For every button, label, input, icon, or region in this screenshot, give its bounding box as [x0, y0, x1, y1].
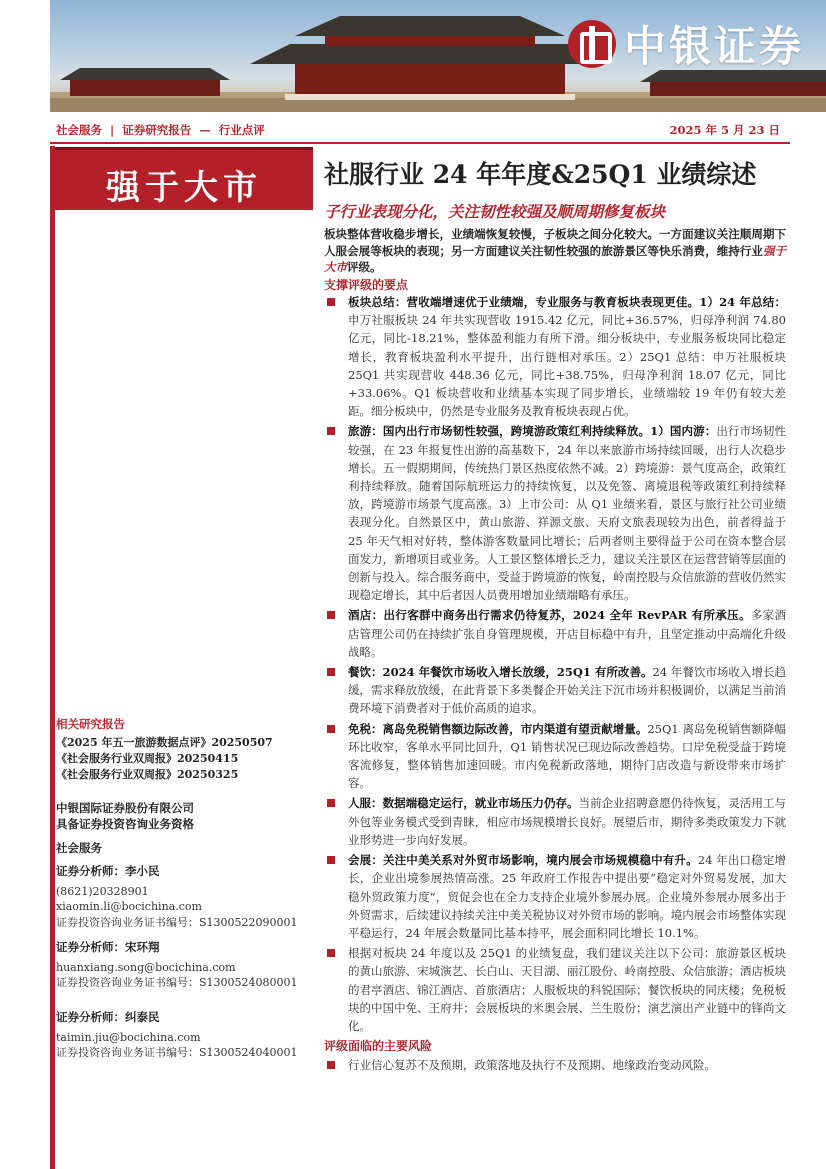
breadcrumb — [56, 122, 269, 138]
report-subtitle: 子行业表现分化，关注韧性较强及顺周期修复板块 — [324, 202, 666, 221]
bullet-text: 25Q1 离岛免税销售额降幅环比收窄，客单水平同比回升，Q1 销售状况已现边际改善趋势。口岸免税受益于跨境客流修复，整体销售加速回暖。市内免税新政落地，期待门店改造与新设带来市场扩容。 — [348, 721, 786, 791]
related-reports-title: 相关研究报告 — [56, 717, 125, 731]
left-accent-bar — [50, 146, 55, 1169]
analyst-license: 证券投资咨询业务证书编号：S1300524080001 — [56, 976, 298, 989]
bullet-square-icon — [327, 298, 335, 306]
bullet-text: 多家酒店管理公司仍在持续扩张自身管理规模，开店目标稳中有升，且坚定推动中高端化升级战略。 — [348, 608, 786, 659]
analyst-block — [56, 864, 298, 930]
related-reports-list — [56, 735, 273, 783]
report-header — [50, 114, 790, 144]
bullet-square-icon — [327, 799, 335, 807]
summary-text: 板块整体营收稳步增长，业绩端恢复较慢，子板块之间分化较大。一方面建议关注顺周期下人服会展等板块的表现；另一方面建议关注韧性较强的旅游景区等快乐消费，维持行业 — [324, 227, 786, 258]
industry-label: 社会服务 — [56, 841, 102, 855]
bullet-square-icon — [327, 725, 335, 733]
breadcrumb-separator: — — [199, 123, 211, 137]
bullet-text: 24 年餐饮市场收入增长趋缓，需求释放放缓，在此背景下多类餐企开始关注下沉市场并积极调价，以满足当前消费环境下消费者对于低价高质的追求。 — [348, 665, 786, 716]
rating-points-list — [324, 293, 786, 1076]
bullet-square-icon — [327, 1061, 335, 1069]
breadcrumb-item: 社会服务 — [56, 123, 102, 137]
analyst-block — [56, 1010, 298, 1061]
list-item — [324, 794, 786, 849]
list-item — [324, 422, 786, 604]
rating-label: 强于大市 — [106, 168, 262, 208]
company-qualification: 具备证券投资咨询业务资格 — [56, 817, 194, 831]
list-item — [324, 851, 786, 942]
analyst-name: 证券分析师：纠泰民 — [56, 1010, 160, 1024]
bank-of-china-logo-icon — [568, 20, 616, 68]
analyst-name: 证券分析师：宋环翔 — [56, 940, 160, 954]
analyst-email[interactable]: taimin.jiu@bocichina.com — [56, 1030, 201, 1044]
bullet-heading: 免税：离岛免税销售额边际改善，市内渠道有望贡献增量。 — [348, 721, 648, 736]
bullet-text: 24 年出口稳定增长，企业出境参展热情高涨。25 年政府工作报告中提出要“稳定对外贸易发展，加大稳外贸政策力度”，贸促会也在全力支持企业境外参展办展。企业境外参展办展多出于外贸需求，后续建议持续关注中美关税协议对外贸市场的影响。境内展会市场整体实现平稳运行，24 年展会数量同比基本持平，展会面积同比增长 10.1%。 — [348, 853, 786, 940]
breadcrumb-item: 证券研究报告 — [122, 123, 192, 137]
analyst-email[interactable]: xiaomin.li@bocichina.com — [56, 900, 202, 913]
related-report-link[interactable]: 《社会服务行业双周报》20250325 — [56, 768, 239, 781]
list-item — [324, 293, 786, 420]
related-report-link[interactable]: 《2025 年五一旅游数据点评》20250507 — [56, 736, 273, 749]
analyst-email[interactable]: huanxiang.song@bocichina.com — [56, 960, 236, 974]
bullet-heading: 板块总结：营收端增速优于业绩端，专业服务与教育板块表现更佳。1）24 年总结： — [348, 295, 786, 309]
list-item — [324, 663, 786, 718]
analyst-block — [56, 940, 298, 991]
analyst-license: 证券投资咨询业务证书编号：S1300524040001 — [56, 1046, 298, 1059]
bullet-text: 出行市场韧性较强，在 23 年报复性出游的高基数下，24 年以来旅游市场持续回暖，出行人次稳步增长。五一假期期间，传统热门景区热度依然不减。2）跨境游：景气度高企，政策红利持续释放。随着国际航班运力的持续恢复，以及免签、离境退税等政策红利持续释放，跨境游市场景气度高涨。3）上市公司：从 Q1 业绩来看，景区与旅行社公司业绩表现分化。自然景区中，黄山旅游、祥源文旅、天府文旅表现较为出色，前者得益于 25 年天气相对好转，整体游客数量同比增长；后两者则主要得益于公司在资本整合层面发力，新增项目或业务。人工景区整体增长乏力，建议关注景区在运营营销等层面的创新与投入。综合服务商中，受益于跨境游的恢复，岭南控股与众信旅游的营收仍然实现稳定增长，其中后者因人员费用增加业绩端略有承压。 — [348, 424, 786, 603]
bullet-square-icon — [327, 949, 335, 957]
bullet-square-icon — [327, 611, 335, 619]
section-rating-points: 支撑评级的要点 — [324, 278, 409, 292]
bullet-heading: 会展：关注中美关系对外贸市场影响，境内展会市场规模稳中有升。 — [348, 853, 698, 868]
analyst-phone: (8621)20328901 — [56, 884, 149, 898]
breadcrumb-separator: | — [110, 123, 115, 137]
bullet-heading: 酒店：出行客群中商务出行需求仍待复苏，2024 全年 RevPAR 有所承压。 — [348, 608, 751, 623]
bullet-heading: 人服：数据端稳定运行，就业市场压力仍存。 — [348, 796, 579, 811]
bullet-square-icon — [327, 427, 335, 435]
related-report-link[interactable]: 《社会服务行业双周报》20250415 — [56, 752, 239, 765]
list-item — [324, 606, 786, 661]
brand — [568, 14, 804, 74]
list-item — [324, 944, 786, 1035]
bullet-text: 申万社服板块 24 年共实现营收 1915.42 亿元，同比+36.57%，归母净利润 74.80 亿元，同比-18.21%，整体盈利能力有所下滑。细分板块中，专业服务板块同比稳定增长，教育板块盈利水平提升，出行链相对承压。2）25Q1 总结：申万社服板块 25Q1 共实现营收 448.36 亿元，同比+38.75%，归母净利润 18.07 亿元，同比+33.06%。Q1 板块营收和业绩基本实现了同步增长，业绩端较 19 年仍有较大差距。细分板块中，仍然是专业服务及教育板块表现占优。 — [348, 313, 786, 419]
breadcrumb-item: 行业点评 — [218, 123, 265, 137]
company-name: 中银国际证券股份有限公司 — [56, 801, 194, 815]
company-info — [56, 800, 194, 832]
bullet-heading: 旅游：国内出行市场韧性较强，跨境游政策红利持续释放。1）国内游： — [348, 424, 717, 439]
report-title: 社服行业 24 年年度&25Q1 业绩综述 — [324, 160, 757, 189]
analyst-license: 证券投资咨询业务证书编号：S1300522090001 — [56, 915, 298, 929]
bullet-text: 行业信心复苏不及预期，政策落地及执行不及预期、地缘政治变动风险。 — [348, 1058, 716, 1073]
analyst-name: 证券分析师：李小民 — [56, 864, 160, 878]
bullet-text: 根据对板块 24 年度以及 25Q1 的业绩复盘，我们建议关注以下公司：旅游景区板块的黄山旅游、宋城演艺、长白山、天目湖、丽江股份、岭南控股、众信旅游；酒店板块的君亭酒店、锦江酒店、首旅酒店；人服板块的科锐国际；餐饮板块的同庆楼；免税板块的中国中免、王府井；会展板块的米奥会展、兰生股份；演艺演出产业链中的锋尚文化。 — [348, 946, 786, 1033]
summary-rating-emphasis: 强于大市 — [324, 243, 787, 274]
bullet-square-icon — [327, 856, 335, 864]
list-item — [324, 1056, 786, 1074]
list-item — [324, 720, 786, 793]
report-date: 2025 年 5 月 23 日 — [669, 123, 780, 137]
brand-name: 中银证券 — [623, 22, 804, 71]
summary-text-end: 评级。 — [347, 260, 382, 274]
header-banner — [50, 0, 826, 112]
rating-box — [55, 147, 313, 210]
section-risks: 评级面临的主要风险 — [324, 1039, 433, 1054]
summary-paragraph — [324, 226, 786, 276]
bullet-heading: 餐饮：2024 年餐饮市场收入增长放缓，25Q1 有所改善。 — [348, 665, 653, 680]
bullet-text: 当前企业招聘意愿仍待恢复，灵活用工与外包等业务模式受到青睐，相应市场规模增长良好。展望后市，期待多类政策发力下就业形势进一步向好发展。 — [348, 796, 787, 847]
bullet-square-icon — [327, 668, 335, 676]
